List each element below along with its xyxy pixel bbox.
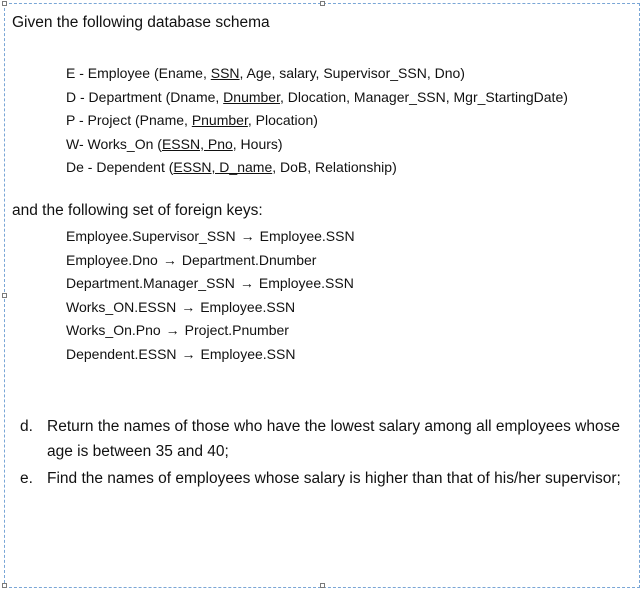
- arrow-right-icon: →: [162, 251, 177, 268]
- primary-key: ESSN, D_name: [173, 159, 273, 175]
- resize-handle-bottom-center[interactable]: [320, 583, 325, 588]
- schema-line: P - Project (Pname, Pnumber, Plocation): [66, 112, 318, 128]
- question-label: e.: [20, 470, 33, 487]
- arrow-right-icon: →: [240, 228, 255, 244]
- foreign-key-line: Employee.Dno → Department.Dnumber: [66, 249, 355, 273]
- question-label: d.: [20, 418, 33, 435]
- foreign-keys-intro: and the following set of foreign keys:: [12, 202, 263, 219]
- primary-key: Pnumber: [191, 112, 248, 128]
- resize-handle-bottom-left[interactable]: [2, 583, 7, 588]
- arrow-right-icon: →: [165, 322, 180, 338]
- question-text: Return the names of those who have the lowest salary among all employees whose age is between 35 and 40;: [47, 418, 620, 460]
- arrow-right-icon: →: [239, 275, 254, 291]
- schema-line: W- Works_On (ESSN, Pno, Hours): [66, 135, 283, 152]
- resize-handle-middle-left[interactable]: [2, 293, 7, 298]
- schema-list: [66, 62, 568, 180]
- foreign-key-line: Works_ON.ESSN → Employee.SSN: [66, 296, 355, 320]
- resize-handle-top-center[interactable]: [320, 1, 325, 6]
- foreign-key-line: Works_On.Pno → Project.Pnumber: [66, 319, 355, 343]
- schema-line: E - Employee (Ename, SSN, Age, salary, Supervisor_SSN, Dno): [66, 65, 465, 81]
- foreign-key-list: [66, 225, 355, 366]
- arrow-right-icon: →: [181, 345, 196, 362]
- question-text: Find the names of employees whose salary is higher than that of his/her supervisor;: [47, 470, 621, 487]
- arrow-right-icon: →: [181, 298, 196, 315]
- schema-line: De - Dependent (ESSN, D_name, DoB, Relationship): [66, 159, 397, 175]
- foreign-key-line: Dependent.ESSN → Employee.SSN: [66, 343, 355, 367]
- intro-text: Given the following database schema: [12, 14, 270, 31]
- resize-handle-top-left[interactable]: [2, 1, 7, 6]
- schema-line: D - Department (Dname, Dnumber, Dlocation, Manager_SSN, Mgr_StartingDate): [66, 88, 568, 105]
- foreign-key-line: Department.Manager_SSN → Employee.SSN: [66, 272, 355, 296]
- primary-key: SSN: [210, 65, 240, 81]
- foreign-key-line: Employee.Supervisor_SSN → Employee.SSN: [66, 225, 355, 249]
- primary-key: ESSN, Pno: [161, 135, 233, 152]
- primary-key: Dnumber: [223, 88, 280, 105]
